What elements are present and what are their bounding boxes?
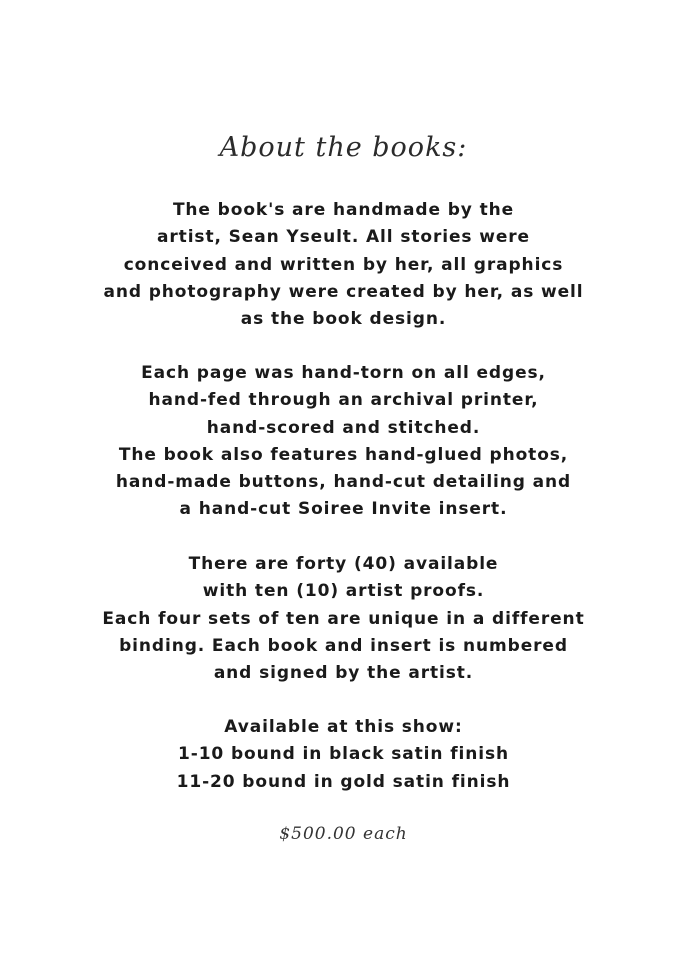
text-line: 1-10 bound in black satin finish — [178, 744, 509, 765]
text-line: with ten (10) artist proofs. — [202, 581, 485, 602]
paragraph-availability — [0, 714, 687, 796]
text-line: 11-20 bound in gold satin finish — [176, 771, 511, 792]
page-title: About the books: — [219, 132, 468, 163]
text-line: The book also features hand-glued photos, — [118, 444, 569, 465]
text-line: and signed by the artist. — [213, 663, 474, 684]
text-line: a hand-cut Soiree Invite insert. — [179, 499, 508, 520]
price-text: $500.00 each — [279, 824, 408, 844]
text-line: Each four sets of ten are unique in a different — [102, 608, 585, 629]
text-line: hand-scored and stitched. — [206, 417, 481, 438]
text-line: conceived and written by her, all graphics — [123, 254, 564, 275]
text-line: as the book design. — [240, 309, 447, 330]
text-line: binding. Each book and insert is numbered — [119, 635, 568, 656]
paragraph-edition — [0, 551, 687, 687]
text-line: Available at this show: — [224, 717, 463, 737]
text-line: There are forty (40) available — [188, 554, 499, 574]
text-line: and photography were created by her, as well — [103, 281, 584, 302]
paragraph-about-handmade — [0, 197, 687, 333]
text-line: artist, Sean Yseult. All stories were — [157, 227, 530, 248]
text-line: The book's are handmade by the — [172, 200, 515, 220]
text-line: hand-made buttons, hand-cut detailing and — [115, 472, 572, 493]
text-line: hand-fed through an archival printer, — [148, 390, 539, 411]
paragraph-construction — [0, 360, 687, 524]
text-line: Each page was hand-torn on all edges, — [141, 363, 546, 383]
